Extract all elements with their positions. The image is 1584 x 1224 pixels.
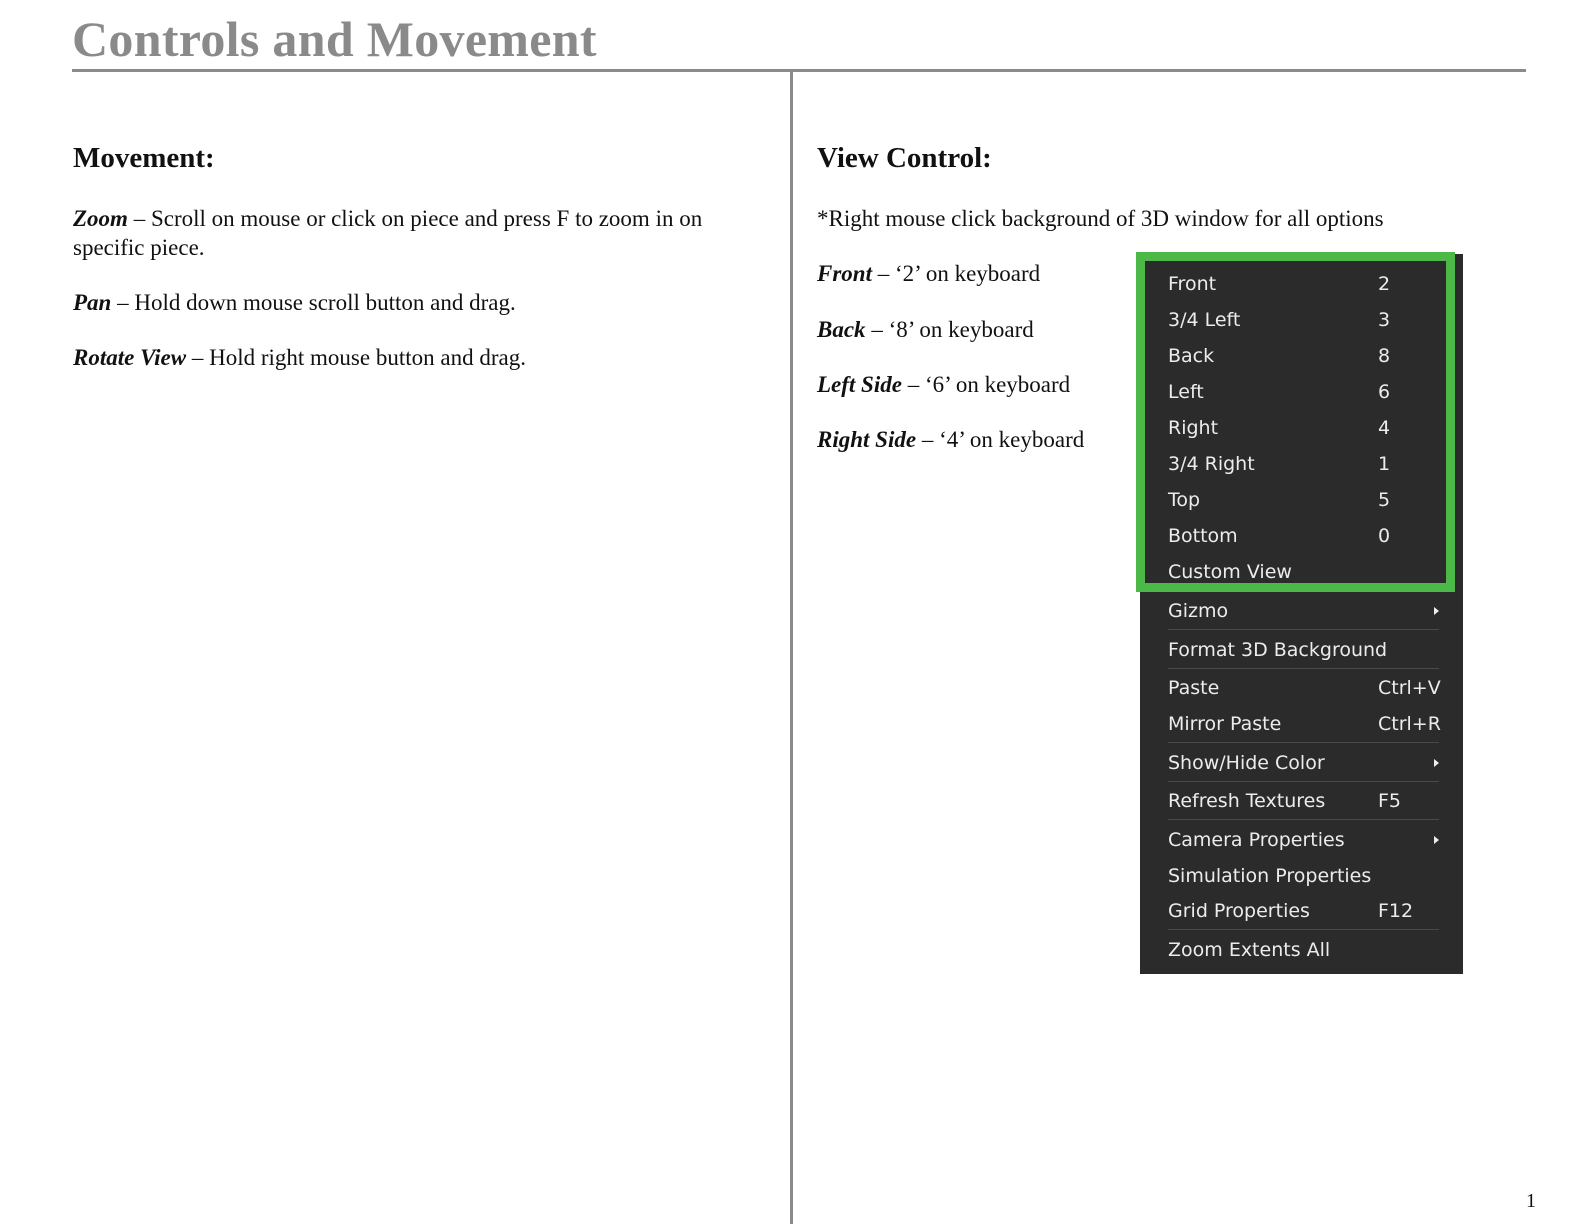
right-side-instruction bbox=[817, 425, 1084, 454]
menu-item-label: 3/4 Left bbox=[1168, 309, 1241, 331]
submenu-arrow-icon bbox=[1434, 759, 1439, 767]
right-side-term: Right Side bbox=[817, 427, 917, 452]
pan-instruction bbox=[73, 288, 773, 317]
view-options-highlight bbox=[1136, 252, 1455, 592]
menu-item-shortcut: Ctrl+V bbox=[1378, 677, 1441, 699]
menu-item-refresh-textures[interactable] bbox=[1168, 786, 1439, 816]
menu-item-show-hide-color[interactable] bbox=[1168, 748, 1439, 778]
column-divider bbox=[790, 72, 793, 1224]
menu-item-label: Right bbox=[1168, 417, 1219, 439]
back-text: – ‘8’ on keyboard bbox=[865, 317, 1034, 342]
menu-separator bbox=[1168, 629, 1439, 630]
menu-item-paste[interactable] bbox=[1168, 673, 1439, 703]
menu-separator bbox=[1168, 668, 1439, 669]
left-side-instruction bbox=[817, 370, 1070, 399]
left-side-term: Left Side bbox=[817, 372, 902, 397]
menu-item-label: Grid Properties bbox=[1168, 900, 1310, 922]
menu-item-label: Simulation Properties bbox=[1168, 865, 1372, 887]
back-instruction bbox=[817, 315, 1034, 344]
menu-item-shortcut: 2 bbox=[1378, 273, 1391, 295]
rotate-view-term: Rotate View bbox=[73, 345, 187, 370]
menu-item-shortcut: Ctrl+R bbox=[1378, 713, 1441, 735]
zoom-text: – Scroll on mouse or click on piece and press F to zoom in on specific piece. bbox=[73, 206, 703, 260]
menu-item-label: Mirror Paste bbox=[1168, 713, 1282, 735]
menu-item-shortcut: 8 bbox=[1378, 345, 1391, 367]
menu-item-shortcut: 1 bbox=[1378, 453, 1391, 475]
menu-item-label: Bottom bbox=[1168, 525, 1238, 547]
submenu-arrow-icon bbox=[1434, 836, 1439, 844]
menu-item-format-3d-background[interactable] bbox=[1168, 635, 1439, 665]
right-click-note: *Right mouse click background of 3D window for all options bbox=[817, 206, 1384, 231]
menu-item-shortcut: 6 bbox=[1378, 381, 1391, 403]
menu-item-shortcut: 5 bbox=[1378, 489, 1391, 511]
menu-item-mirror-paste[interactable] bbox=[1168, 709, 1439, 739]
menu-separator bbox=[1168, 819, 1439, 820]
menu-item-label: Left bbox=[1168, 381, 1204, 403]
menu-item-zoom-extents-all[interactable] bbox=[1168, 935, 1439, 965]
menu-item-camera-properties[interactable] bbox=[1168, 825, 1439, 855]
page-number: 1 bbox=[1526, 1190, 1536, 1212]
right-side-text: – ‘4’ on keyboard bbox=[916, 427, 1085, 452]
menu-separator bbox=[1168, 929, 1439, 930]
menu-item-label: 3/4 Right bbox=[1168, 453, 1255, 475]
title-divider bbox=[72, 69, 1526, 72]
back-term: Back bbox=[817, 317, 866, 342]
menu-separator bbox=[1168, 742, 1439, 743]
menu-item-grid-properties[interactable] bbox=[1168, 896, 1439, 926]
menu-item-label: Refresh Textures bbox=[1168, 790, 1326, 812]
menu-item-shortcut: 0 bbox=[1378, 525, 1391, 547]
menu-item-label: Front bbox=[1168, 273, 1217, 295]
movement-heading: Movement: bbox=[73, 142, 215, 174]
menu-item-shortcut: F12 bbox=[1378, 900, 1414, 922]
front-instruction bbox=[817, 259, 1040, 288]
pan-text: – Hold down mouse scroll button and drag. bbox=[111, 290, 516, 315]
rotate-view-text: – Hold right mouse button and drag. bbox=[186, 345, 526, 370]
menu-item-shortcut: F5 bbox=[1378, 790, 1402, 812]
menu-item-label: Camera Properties bbox=[1168, 829, 1345, 851]
menu-item-label: Top bbox=[1168, 489, 1201, 511]
rotate-view-instruction bbox=[73, 343, 773, 372]
zoom-term: Zoom bbox=[73, 206, 128, 231]
menu-item-label: Back bbox=[1168, 345, 1215, 367]
left-side-text: – ‘6’ on keyboard bbox=[901, 372, 1071, 397]
menu-item-label: Gizmo bbox=[1168, 600, 1229, 622]
menu-item-label: Paste bbox=[1168, 677, 1220, 699]
menu-item-shortcut: 4 bbox=[1378, 417, 1391, 439]
menu-item-shortcut: 3 bbox=[1378, 309, 1391, 331]
menu-item-label: Show/Hide Color bbox=[1168, 752, 1325, 774]
front-term: Front bbox=[817, 261, 872, 286]
menu-item-simulation-properties[interactable] bbox=[1168, 861, 1439, 891]
menu-item-label: Zoom Extents All bbox=[1168, 939, 1331, 961]
menu-item-gizmo[interactable] bbox=[1168, 596, 1439, 626]
pan-term: Pan bbox=[73, 290, 112, 315]
menu-separator bbox=[1168, 781, 1439, 782]
menu-item-label: Custom View bbox=[1168, 561, 1292, 583]
front-text: – ‘2’ on keyboard bbox=[871, 261, 1041, 286]
submenu-arrow-icon bbox=[1434, 607, 1439, 615]
page-title: Controls and Movement bbox=[72, 11, 597, 67]
menu-item-label: Format 3D Background bbox=[1168, 639, 1388, 661]
view-control-heading: View Control: bbox=[817, 142, 992, 174]
zoom-instruction bbox=[73, 204, 773, 262]
